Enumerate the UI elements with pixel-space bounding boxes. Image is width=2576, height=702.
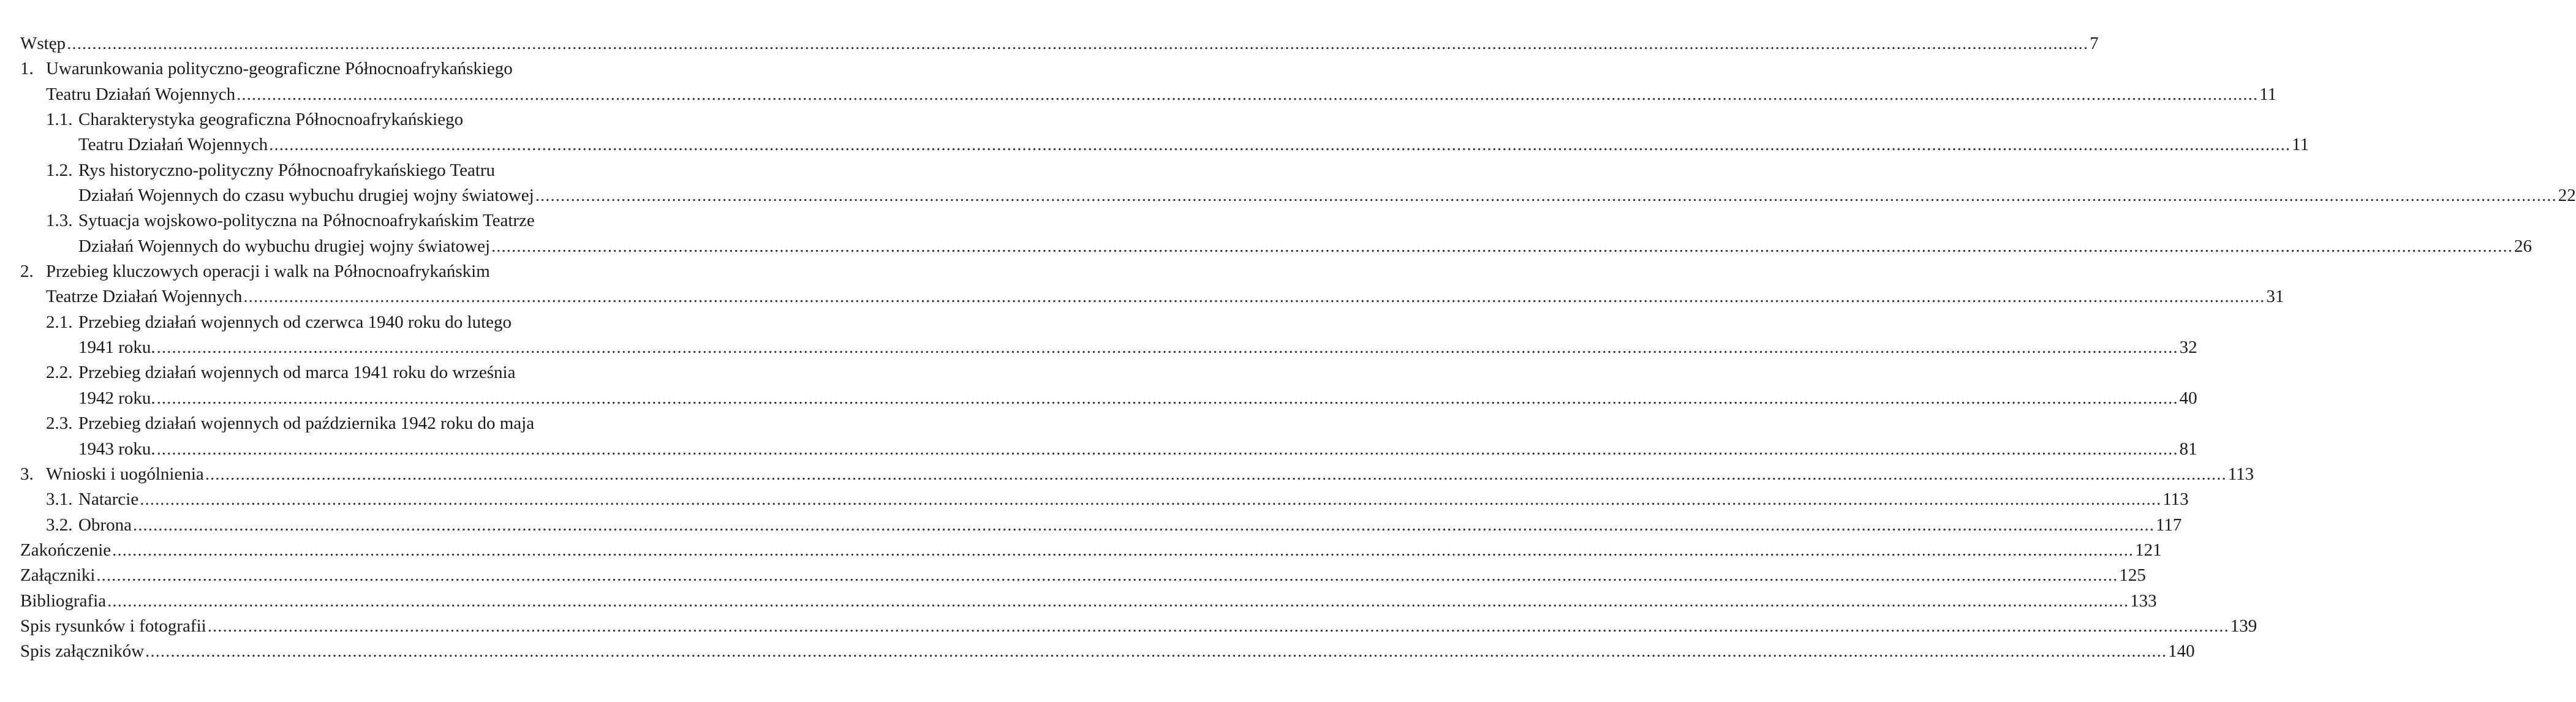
toc-page-number: 139 [2230, 616, 2257, 636]
toc-entry-title: Natarcie [78, 489, 139, 510]
toc-entry-number: 2.1. [46, 312, 73, 332]
dot-leader: ................................................................................................................................................................................................................................................................................................................................................................................................................ [112, 540, 2134, 560]
toc-entry-line[interactable] [20, 639, 2195, 664]
toc-entry-title: Przebieg kluczowych operacji i walk na Północnoafrykańskim [46, 262, 490, 282]
toc-entry-number: 1. [20, 59, 34, 79]
toc-entry-line[interactable] [20, 56, 644, 81]
toc-entry-line[interactable] [20, 132, 2310, 157]
toc-entry-title: Przebieg działań wojennych od października 1942 roku do maja [78, 413, 535, 434]
dot-leader: ................................................................................................................................................................................................................................................................................................................................................................................................................ [140, 489, 2162, 510]
toc-entry-title: Spis rysunków i fotografii [20, 616, 206, 636]
toc-page-number: 117 [2155, 515, 2182, 535]
toc-page-number: 11 [2259, 84, 2277, 104]
dot-leader: ................................................................................................................................................................................................................................................................................................................................................................................................................ [535, 186, 2557, 206]
toc-entry-number: 1.3. [46, 211, 73, 231]
toc-entry-line[interactable] [20, 513, 2182, 538]
toc-entry-title: Przebieg działań wojennych od czerwca 1940 roku do lutego [78, 312, 512, 332]
toc-entry-line[interactable] [20, 462, 2254, 487]
dot-leader: ................................................................................................................................................................................................................................................................................................................................................................................................................ [67, 34, 2089, 53]
toc-entry-title: Rys historyczno-polityczny Północnoafrykańskiego Teatru [78, 160, 496, 180]
dot-leader: ................................................................................................................................................................................................................................................................................................................................................................................................................ [491, 236, 2514, 256]
toc-page-number: 140 [2168, 641, 2195, 662]
toc-page-number: 26 [2514, 236, 2533, 256]
toc-entry-title: 1941 roku. [78, 338, 156, 358]
toc-entry-number: 3.1. [46, 489, 73, 510]
toc-page-number: 125 [2119, 565, 2146, 586]
dot-leader: ................................................................................................................................................................................................................................................................................................................................................................................................................ [236, 84, 2259, 104]
toc-entry-line[interactable] [20, 335, 2197, 360]
toc-entry-title: Bibliografia [20, 591, 107, 611]
toc-entry-title: Teatru Działań Wojennych [46, 84, 236, 104]
toc-entry-line[interactable] [20, 360, 644, 385]
dot-leader: ................................................................................................................................................................................................................................................................................................................................................................................................................ [96, 565, 2118, 586]
toc-entry-line[interactable] [20, 589, 2157, 614]
toc-entry-title: 1943 roku. [78, 439, 156, 459]
toc-entry-number: 2.2. [46, 363, 73, 383]
toc-entry-line[interactable] [20, 259, 644, 284]
toc-page-number: 81 [2179, 439, 2197, 459]
toc-entry-line[interactable] [20, 538, 2162, 563]
toc-page-number: 31 [2266, 287, 2284, 307]
toc-entry-line[interactable] [20, 614, 2257, 639]
dot-leader: ................................................................................................................................................................................................................................................................................................................................................................................................................ [145, 641, 2167, 662]
toc-entry-title: Wnioski i uogólnienia [46, 464, 204, 484]
dot-leader: ................................................................................................................................................................................................................................................................................................................................................................................................................ [156, 439, 2178, 459]
toc-entry-number: 2. [20, 262, 34, 282]
toc-entry-title: Przebieg działań wojennych od marca 1941 roku do września [78, 363, 516, 383]
toc-entry-number: 1.2. [46, 160, 73, 180]
toc-entry-title: Załączniki [20, 565, 96, 586]
toc-page-number: 113 [2162, 489, 2189, 510]
toc-entry-title: Zakończenie [20, 540, 111, 560]
toc-entry-line[interactable] [20, 31, 2099, 56]
dot-leader: ................................................................................................................................................................................................................................................................................................................................................................................................................ [156, 388, 2178, 408]
toc-entry-line[interactable] [20, 284, 2284, 309]
toc-entry-title: Uwarunkowania polityczno-geograficzne Północnoafrykańskiego [46, 59, 513, 79]
toc-entry-title: Wstęp [20, 34, 66, 53]
toc-entry-title: 1942 roku. [78, 388, 156, 408]
toc-entry-title: Działań Wojennych do wybuchu drugiej wojny światowej [78, 236, 491, 256]
toc-entry-number: 2.3. [46, 413, 73, 434]
toc-entry-title: Spis załączników [20, 641, 145, 662]
toc-page-number: 7 [2090, 34, 2099, 53]
toc-page-number: 32 [2179, 338, 2197, 358]
toc-entry-number: 3. [20, 464, 34, 484]
toc-entry-line[interactable] [20, 234, 2533, 259]
dot-leader: ................................................................................................................................................................................................................................................................................................................................................................................................................ [269, 135, 2291, 155]
toc-entry-title: Działań Wojennych do czasu wybuchu drugiej wojny światowej [78, 186, 534, 206]
toc-entry-line[interactable] [20, 563, 2146, 588]
toc-entry-line[interactable] [20, 310, 644, 335]
dot-leader: ................................................................................................................................................................................................................................................................................................................................................................................................................ [156, 338, 2178, 358]
toc-entry-number: 3.2. [46, 515, 73, 535]
dot-leader: ................................................................................................................................................................................................................................................................................................................................................................................................................ [243, 287, 2265, 307]
toc-page-number: 11 [2292, 135, 2310, 155]
dot-leader: ................................................................................................................................................................................................................................................................................................................................................................................................................ [107, 591, 2129, 611]
toc-page-number: 113 [2227, 464, 2254, 484]
toc-entry-title: Charakterystyka geograficzna Północnoafrykańskiego [78, 110, 464, 130]
toc-entry-line[interactable] [20, 158, 644, 183]
dot-leader: ................................................................................................................................................................................................................................................................................................................................................................................................................ [205, 464, 2227, 484]
toc-entry-line[interactable] [20, 386, 2197, 411]
toc-entry-line[interactable] [20, 437, 2197, 462]
toc-page-number: 40 [2179, 388, 2197, 408]
toc-entry-line[interactable] [20, 82, 2277, 107]
toc-entry-title: Teatrze Działań Wojennych [46, 287, 243, 307]
toc-entry-line[interactable] [20, 107, 644, 132]
toc-entry-line[interactable] [20, 208, 644, 233]
dot-leader: ................................................................................................................................................................................................................................................................................................................................................................................................................ [207, 616, 2229, 636]
toc-entry-title: Teatru Działań Wojennych [78, 135, 268, 155]
toc-page-number: 133 [2130, 591, 2157, 611]
toc-entry-line[interactable] [20, 487, 2189, 512]
toc-entry-number: 1.1. [46, 110, 73, 130]
toc-entry-title: Sytuacja wojskowo-polityczna na Północnoafrykańskim Teatrze [78, 211, 535, 231]
toc-entry-title: Obrona [78, 515, 132, 535]
toc-entry-line[interactable] [20, 411, 644, 436]
toc-entry-line[interactable] [20, 183, 2576, 208]
table-of-contents [20, 31, 2576, 665]
toc-page-number: 22 [2558, 186, 2576, 206]
toc-page-number: 121 [2135, 540, 2162, 560]
dot-leader: ................................................................................................................................................................................................................................................................................................................................................................................................................ [132, 515, 2155, 535]
